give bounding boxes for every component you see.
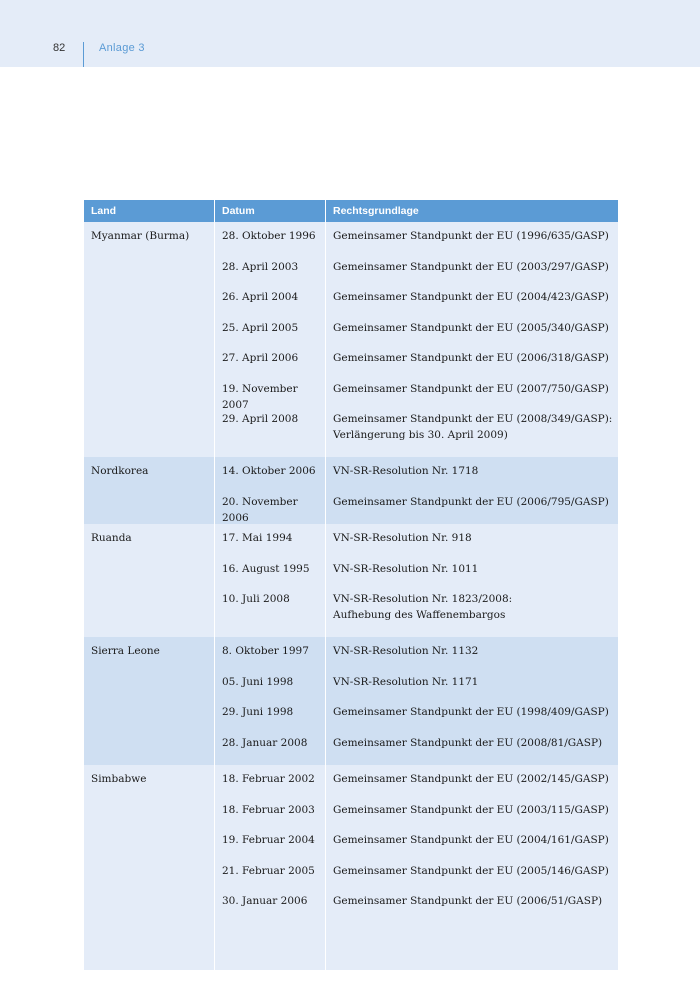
table-group xyxy=(84,222,618,457)
legal-basis-entry xyxy=(333,320,618,351)
date-entry: 30. Januar 2006 xyxy=(222,895,308,907)
legal-basis-entry xyxy=(333,259,618,290)
legal-basis-line-continued: Aufhebung des Waffenembargos xyxy=(333,609,506,621)
legal-basis-line: Gemeinsamer Standpunkt der EU (2003/297/GASP) xyxy=(333,260,609,273)
country-name: Sierra Leone xyxy=(91,645,160,657)
legal-basis-entry xyxy=(333,494,618,525)
legal-basis-line: Gemeinsamer Standpunkt der EU (2008/349/GASP): xyxy=(333,413,613,425)
table-group xyxy=(84,457,618,524)
column-header-datum: Datum xyxy=(215,200,326,222)
country-cell xyxy=(84,524,215,637)
header-divider xyxy=(83,42,84,67)
legal-basis-cell xyxy=(326,765,618,970)
date-entry: 05. Juni 1998 xyxy=(222,675,294,688)
legal-basis-line-continued: Verlängerung bis 30. April 2009) xyxy=(333,429,508,441)
legal-basis-line: VN-SR-Resolution Nr. 918 xyxy=(333,532,472,544)
legal-basis-cell xyxy=(326,524,618,637)
legal-basis-entry xyxy=(333,771,618,802)
legal-basis-line: Gemeinsamer Standpunkt der EU (2004/423/GASP) xyxy=(333,291,609,303)
legal-basis-line: Gemeinsamer Standpunkt der EU (2003/115/GASP) xyxy=(333,803,609,816)
legal-basis-line: VN-SR-Resolution Nr. 1132 xyxy=(333,645,479,657)
country-name: Simbabwe xyxy=(91,773,147,785)
date-entry: 10. Juli 2008 xyxy=(222,593,290,605)
date-entry: 21. Februar 2005 xyxy=(222,864,315,877)
legal-basis-entry xyxy=(333,228,618,259)
country-name: Nordkorea xyxy=(91,465,149,477)
legal-basis-entry xyxy=(333,530,618,561)
country-name: Ruanda xyxy=(91,532,132,544)
legal-basis-entry xyxy=(333,893,618,924)
date-cell xyxy=(215,765,326,970)
legal-basis-entry xyxy=(333,735,618,766)
legal-basis-entry xyxy=(333,674,618,705)
country-cell xyxy=(84,222,215,457)
section-title: Anlage 3 xyxy=(99,42,145,54)
embargo-table xyxy=(84,200,618,970)
column-header-land: Land xyxy=(84,200,215,222)
page-header xyxy=(0,0,700,67)
date-entry: 27. April 2006 xyxy=(222,352,299,364)
legal-basis-line: Gemeinsamer Standpunkt der EU (2008/81/GASP) xyxy=(333,736,603,749)
legal-basis-entry xyxy=(333,381,618,412)
date-entry: 29. April 2008 xyxy=(222,413,299,425)
date-entry: 28. Oktober 1996 xyxy=(222,230,316,242)
table-group xyxy=(84,524,618,637)
date-entry: 8. Oktober 1997 xyxy=(222,645,309,657)
legal-basis-cell xyxy=(326,637,618,765)
date-entry: 19. November 2007 xyxy=(222,382,298,411)
date-entry: 29. Juni 1998 xyxy=(222,706,294,718)
legal-basis-entry xyxy=(333,350,618,381)
date-entry: 19. Februar 2004 xyxy=(222,834,315,846)
legal-basis-entry xyxy=(333,832,618,863)
legal-basis-line: Gemeinsamer Standpunkt der EU (2002/145/GASP) xyxy=(333,773,609,785)
legal-basis-cell xyxy=(326,222,618,457)
legal-basis-line: Gemeinsamer Standpunkt der EU (1998/409/GASP) xyxy=(333,706,609,718)
country-name: Myanmar (Burma) xyxy=(91,230,190,242)
date-entry: 25. April 2005 xyxy=(222,321,299,334)
date-entry: 20. November 2006 xyxy=(222,495,298,524)
table-body xyxy=(84,222,618,970)
legal-basis-line: Gemeinsamer Standpunkt der EU (2006/318/GASP) xyxy=(333,352,609,364)
legal-basis-line: Gemeinsamer Standpunkt der EU (2007/750/GASP) xyxy=(333,382,609,395)
date-cell xyxy=(215,524,326,637)
table-group xyxy=(84,765,618,970)
legal-basis-entry xyxy=(333,802,618,833)
date-entry: 18. Februar 2002 xyxy=(222,773,315,785)
legal-basis-cell xyxy=(326,457,618,524)
date-cell xyxy=(215,222,326,457)
date-entry: 26. April 2004 xyxy=(222,291,299,303)
page-number: 82 xyxy=(53,42,66,54)
date-entry: 14. Oktober 2006 xyxy=(222,465,316,477)
legal-basis-line: VN-SR-Resolution Nr. 1171 xyxy=(333,675,479,688)
column-header-rechtsgrundlage: Rechtsgrundlage xyxy=(333,205,419,217)
legal-basis-line: Gemeinsamer Standpunkt der EU (1996/635/GASP) xyxy=(333,230,609,242)
legal-basis-entry xyxy=(333,704,618,735)
legal-basis-entry xyxy=(333,411,618,457)
legal-basis-line: Gemeinsamer Standpunkt der EU (2006/795/GASP) xyxy=(333,495,609,508)
date-entry: 17. Mai 1994 xyxy=(222,532,293,544)
legal-basis-line: Gemeinsamer Standpunkt der EU (2005/146/GASP) xyxy=(333,864,609,877)
date-cell xyxy=(215,457,326,524)
legal-basis-line: Gemeinsamer Standpunkt der EU (2006/51/GASP) xyxy=(333,895,603,907)
date-entry: 18. Februar 2003 xyxy=(222,803,315,816)
legal-basis-entry xyxy=(333,863,618,894)
country-cell xyxy=(84,765,215,970)
date-entry: 16. August 1995 xyxy=(222,562,310,575)
legal-basis-line: VN-SR-Resolution Nr. 1823/2008: xyxy=(333,593,513,605)
legal-basis-line: Gemeinsamer Standpunkt der EU (2005/340/GASP) xyxy=(333,321,609,334)
legal-basis-entry xyxy=(333,561,618,592)
date-cell xyxy=(215,637,326,765)
country-cell xyxy=(84,457,215,524)
legal-basis-line: VN-SR-Resolution Nr. 1011 xyxy=(333,562,479,575)
legal-basis-line: VN-SR-Resolution Nr. 1718 xyxy=(333,465,479,477)
legal-basis-entry xyxy=(333,591,618,637)
legal-basis-entry xyxy=(333,463,618,494)
legal-basis-entry xyxy=(333,289,618,320)
legal-basis-entry xyxy=(333,643,618,674)
date-entry: 28. April 2003 xyxy=(222,260,299,273)
table-header xyxy=(84,200,618,222)
country-cell xyxy=(84,637,215,765)
table-group xyxy=(84,637,618,765)
legal-basis-line: Gemeinsamer Standpunkt der EU (2004/161/GASP) xyxy=(333,834,609,846)
date-entry: 28. Januar 2008 xyxy=(222,736,308,749)
